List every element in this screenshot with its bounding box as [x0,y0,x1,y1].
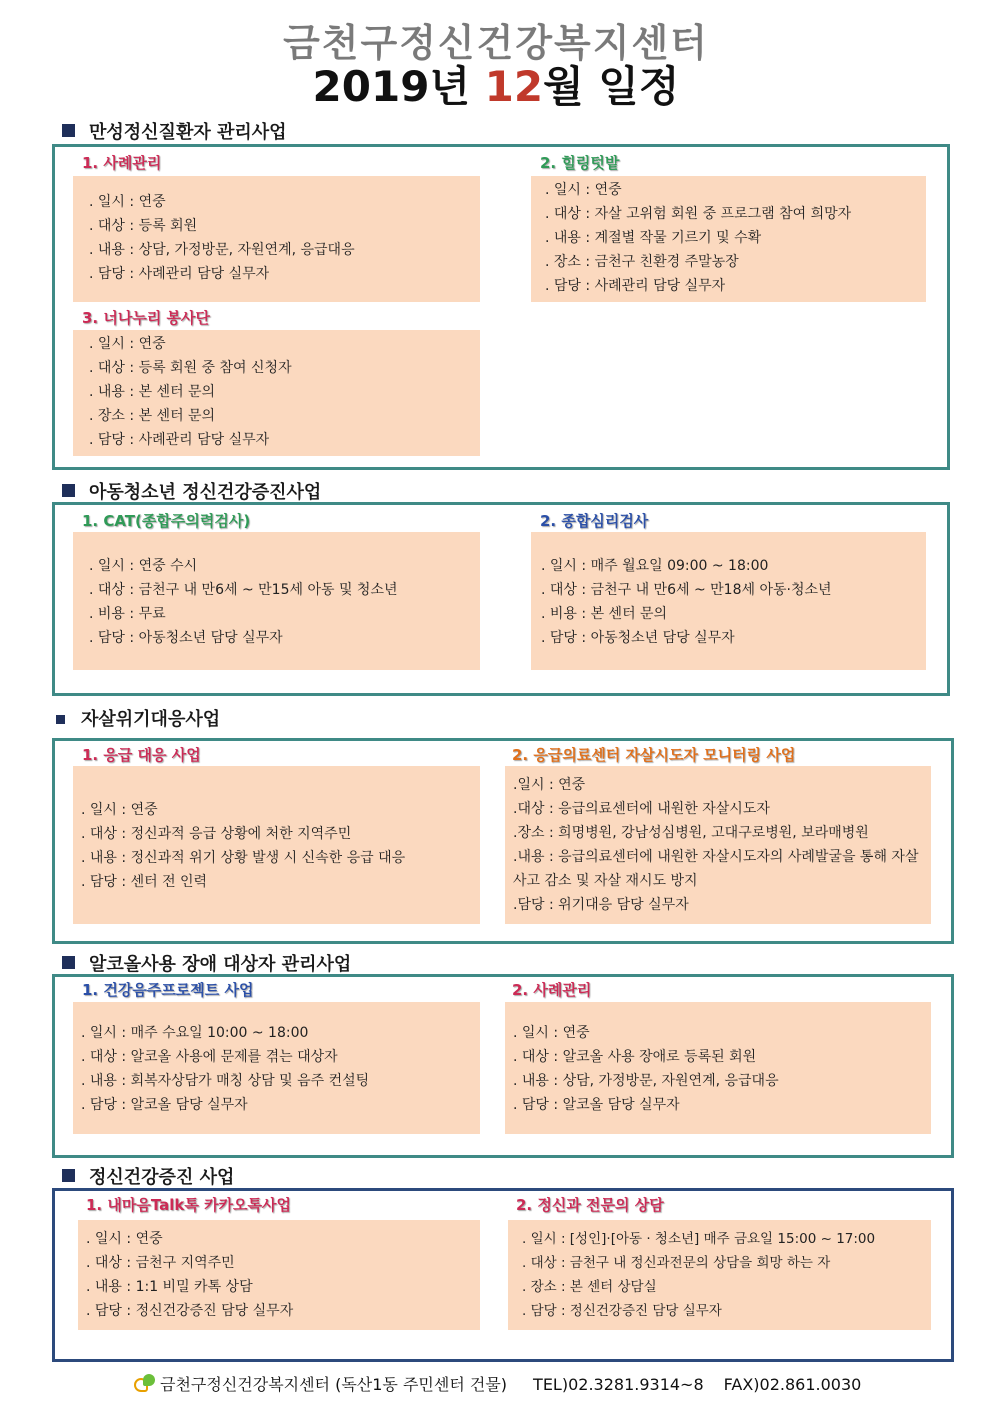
square-bullet-icon [62,1169,75,1182]
footer-address: 금천구정신건강복지센터 (독산1동 주민센터 건물) [160,1375,508,1394]
item-box: . 일시 : 연중 . 대상 : 등록 회원 . 내용 : 상담, 가정방문, 자원연계, 응급대응 . 담당 : 사례관리 담당 실무자 [73,176,480,302]
item-title: 2. 응급의료센터 자살시도자 모니터링 사업 [512,746,796,764]
square-bullet-icon [62,484,75,497]
item-title: 2. 종합심리검사 [540,512,649,530]
footer-tel: TEL)02.3281.9314~8 [533,1375,704,1394]
item-box: . 일시 : 연중 . 대상 : 알코올 사용 장애로 등록된 회원 . 내용 : 상담, 가정방문, 자원연계, 응급대응 . 담당 : 알코올 담당 실무자 [505,1002,931,1134]
section-header-suicide: 자살위기대응사업 [56,705,220,731]
item-title: 3. 너나누리 봉사단 [82,309,211,327]
item-box: . 일시 : 연중 . 대상 : 금천구 지역주민 . 내용 : 1:1 비밀 카톡 상담 . 담당 : 정신건강증진 담당 실무자 [78,1220,480,1330]
month-suffix: 월 일정 [543,62,680,111]
item-title: 1. 응급 대응 사업 [82,746,201,764]
item-box: . 일시 : [성인]·[아동 · 청소년] 매주 금요일 15:00 ~ 17:00 . 대상 : 금천구 내 정신과전문의 상담을 희망 하는 자 . 장소 : 본 센터 상담실 . 담당 : 정신건강증진 담당 실무자 [508,1220,931,1330]
item-box: .일시 : 연중 .대상 : 응급의료센터에 내원한 자살시도자 .장소 : 희명병원, 강남성심병원, 고대구로병원, 보라매병원 .내용 : 응급의료센터에 내원한 자살시도자의 사례발굴을 통해 자살사고 감소 및 자살 재시도 방지 .담당 : 위기대응 담당 실무자 [505,766,931,924]
item-title: 1. 사례관리 [82,154,162,172]
section-header-chronic: 만성정신질환자 관리사업 [62,118,287,144]
center-logo-icon [134,1374,156,1394]
item-box: . 일시 : 매주 월요일 09:00 ~ 18:00 . 대상 : 금천구 내 만6세 ~ 만18세 아동·청소년 . 비용 : 본 센터 문의 . 담당 : 아동청소년 담당 실무자 [531,532,926,670]
year-label: 2019년 [312,62,485,111]
item-box: . 일시 : 연중 . 대상 : 자살 고위험 회원 중 프로그램 참여 희망자 . 내용 : 계절별 작물 기르기 및 수확 . 장소 : 금천구 친환경 주말농장 . 담당 : 사례관리 담당 실무자 [531,176,926,302]
square-bullet-icon [56,715,65,724]
section-header-youth: 아동청소년 정신건강증진사업 [62,478,321,504]
item-title: 2. 사례관리 [512,981,592,999]
section-header-alcohol: 알코올사용 장애 대상자 관리사업 [62,950,351,976]
footer [134,1372,861,1395]
footer-fax: FAX)02.861.0030 [723,1375,862,1394]
section-header-promotion: 정신건강증진 사업 [62,1163,234,1189]
square-bullet-icon [62,956,75,969]
item-title: 2. 힐링텃밭 [540,154,620,172]
center-name-title: 금천구정신건강복지센터 [283,21,709,65]
item-title: 2. 정신과 전문의 상담 [516,1196,664,1214]
square-bullet-icon [62,124,75,137]
item-box: . 일시 : 연중 수시 . 대상 : 금천구 내 만6세 ~ 만15세 아동 및 청소년 . 비용 : 무료 . 담당 : 아동청소년 담당 실무자 [73,532,480,670]
item-title: 1. CAT(종합주의력검사) [82,512,251,530]
month-number: 12 [484,62,544,111]
item-box: . 일시 : 매주 수요일 10:00 ~ 18:00 . 대상 : 알코올 사용에 문제를 겪는 대상자 . 내용 : 회복자상담가 매칭 상담 및 음주 컨설팅 . 담당 : 알코올 담당 실무자 [73,1002,480,1134]
schedule-title [0,54,992,114]
item-title: 1. 건강음주프로젝트 사업 [82,981,254,999]
item-title: 1. 내마음Talk톡 카카오톡사업 [86,1196,292,1214]
item-box: . 일시 : 연중 . 대상 : 등록 회원 중 참여 신청자 . 내용 : 본 센터 문의 . 장소 : 본 센터 문의 . 담당 : 사례관리 담당 실무자 [73,330,480,456]
item-box: . 일시 : 연중 . 대상 : 정신과적 응급 상황에 처한 지역주민 . 내용 : 정신과적 위기 상황 발생 시 신속한 응급 대응 . 담당 : 센터 전 인력 [73,766,480,924]
